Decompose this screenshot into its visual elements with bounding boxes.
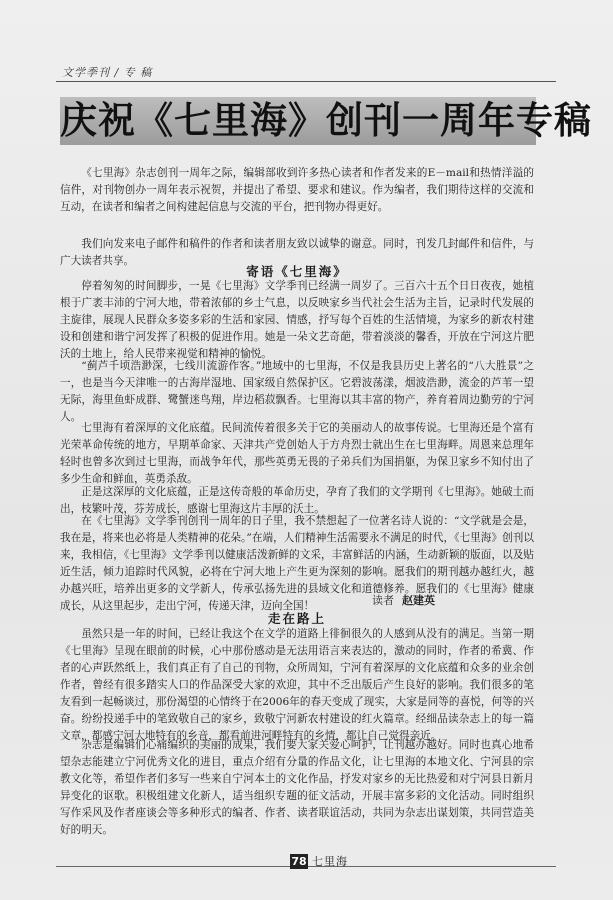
- page-title: 庆祝《七里海》创刊一周年专稿: [60, 99, 592, 142]
- section-heading-2: 走在路上: [267, 611, 326, 626]
- body-paragraph-4: 正是这深厚的文化底蕴，正是这传奇般的革命历史，孕育了我们的文学期刊《七里海》。她破土而出，枝繁叶茂，芬芳成长，感谢七里海这片丰厚的沃土。: [60, 486, 534, 515]
- body-paragraph-3: 七里海有着深厚的文化底蕴。民间流传着很多关于它的美丽动人的故事传说。七里海还是个富有光荣革命传统的地方，早期革命家、天津共产党创始人于方舟烈士就出生在七里海畔。周恩来总理年轻时也曾多次到过七里海，而战争年代，那些英勇无畏的子弟兵们为国捐躯，为保卫家乡不知付出了多少生命和鲜血，英勇杀敌。: [60, 422, 534, 485]
- body-paragraph-1: 停着匆匆的时间脚步，一晃《七里海》文学季刊已经满一周岁了。三百六十五个日日夜夜，她植根于广袤丰沛的宁河大地，带着浓郁的乡土气息，以反映家乡当代社会生活为主旨，记录时代发展的主旋律，展现人民群众多姿多彩的生活和家园、情感，抒写每个百姓的生活情境，为家乡的新农村建设和创建和谐宁河发挥了积极的促进作用。她是一朵文艺奇葩，带着淡淡的馨香，开放在宁河这片肥沃的土地上，给人民带来视觉和精神的愉悦。: [60, 280, 534, 360]
- header-rule: [56, 81, 556, 82]
- body-paragraph-5: 在《七里海》文学季刊创刊一周年的日子里，我不禁想起了一位著名诗人说的：“文学就是会是，我在是，将来也必将是人类精神的花朵。”在端，人们精神生活需要永不满足的时代，《七里海》创刊以来，我相信，《七里海》文学季刊以健康活泼新鲜的文采，丰富鲜活的内涵，生动新颖的版面，以及贴近生活，倾力追踪时代风貌，必将在宁河大地上产生更为深刻的影响。愿我们的期刊越办越红火，越办越兴旺，培养出更多的文学新人，传承弘扬先进的县域文化和道德修养。愿我们的《七里海》健康成长，从这里起步，走出宁河，传递天津，迈向全国！: [60, 515, 534, 612]
- section-header: 文学季刊 / 专 稿: [62, 66, 153, 79]
- footer-magazine-name: 七里海: [312, 855, 348, 868]
- byline: [372, 592, 435, 608]
- body-paragraph-7: 杂志是编辑们心痛编织的美丽的成果，我们要大家关爱心呵护，让刊越办越好。同时也真心地希望杂志能建立宁河优秀文化的进目，重点介绍有分量的作品文化，让七里海的本地文化、宁河县的宗教文化等，希望作者们多写一些来自宁河本土的文化作品，抒发对家乡的无比热爱和对宁河县日新月异变化的讴歌。积极组建文化新人，适当组织专题的征文活动，开展丰富多彩的文化活动。同时组织写作采风及作者座谈会等多种形式的编者、作者、读者联谊活动，共同为杂志出谋划策，共同营造美好的明天。: [60, 739, 534, 836]
- intro-paragraph-1: 《七里海》杂志创刊一周年之际，编辑部收到许多热心读者和作者发来的E－mail和热情洋溢的信件，对刊物创办一周年表示祝贺，并提出了希望、要求和建议。作为编者，我们期待这样的交流和互动，在读者和编者之间构建起信息与交流的平台，把刊物办得更好。: [60, 167, 534, 213]
- section-heading-1: 寄语《七里海》: [246, 264, 348, 279]
- page-number: 78: [291, 855, 307, 868]
- byline-label: 读者: [372, 594, 394, 607]
- intro-paragraph-2: 我们向发来电子邮件和稿件的作者和读者朋友致以诚挚的谢意。同时，刊发几封邮件和信件，与广大读者共享。: [60, 238, 534, 267]
- body-paragraph-6: 虽然只是一年的时间，已经让我这个在文学的道路上徘徊很久的人感到从没有的满足。当第一期《七里海》呈现在眼前的时候，心中那份感动是无法用语言来表达的，激动的同时，作者的希冀、作者的心声跃然纸上，我们真正有了自己的刊物，众所周知，宁河有着深厚的文化底蕴和众多的业余创作者，曾经有很多踏实人口的作品深受大家的欢迎，其中不乏出版后产生良好的影响。我们很多的笔友看到一起畅谈过，那份渴望的心情终于在2006年的春天变成了现实，大家是同等的喜悦，何等的兴奋。纷纷投递手中的笔致敬自己的家乡，致敬宁河新农村建设的红火篇章。经细品读杂志上的每一篇文章，都感宁河大地特有的乡音，都看前进河畔特有的乡情，都让自己觉得亲近。: [60, 628, 534, 742]
- byline-author: 赵建英: [402, 594, 435, 607]
- body-paragraph-2: “蓟芦千顷浩渺深，七线川流游作客。”地域中的七里海，不仅是我县历史上著名的“八大胜景”之一，也是当今天津唯一的古海岸湿地、国家级自然保护区。它碧波荡漾，烟波浩渺，流金的芦苇一望无际，海里鱼虾成群、鹭蟹迷鸟翔，岸边稻菽飘香。七里海以其丰富的物产，养育着周边勤劳的宁河人。: [60, 360, 534, 423]
